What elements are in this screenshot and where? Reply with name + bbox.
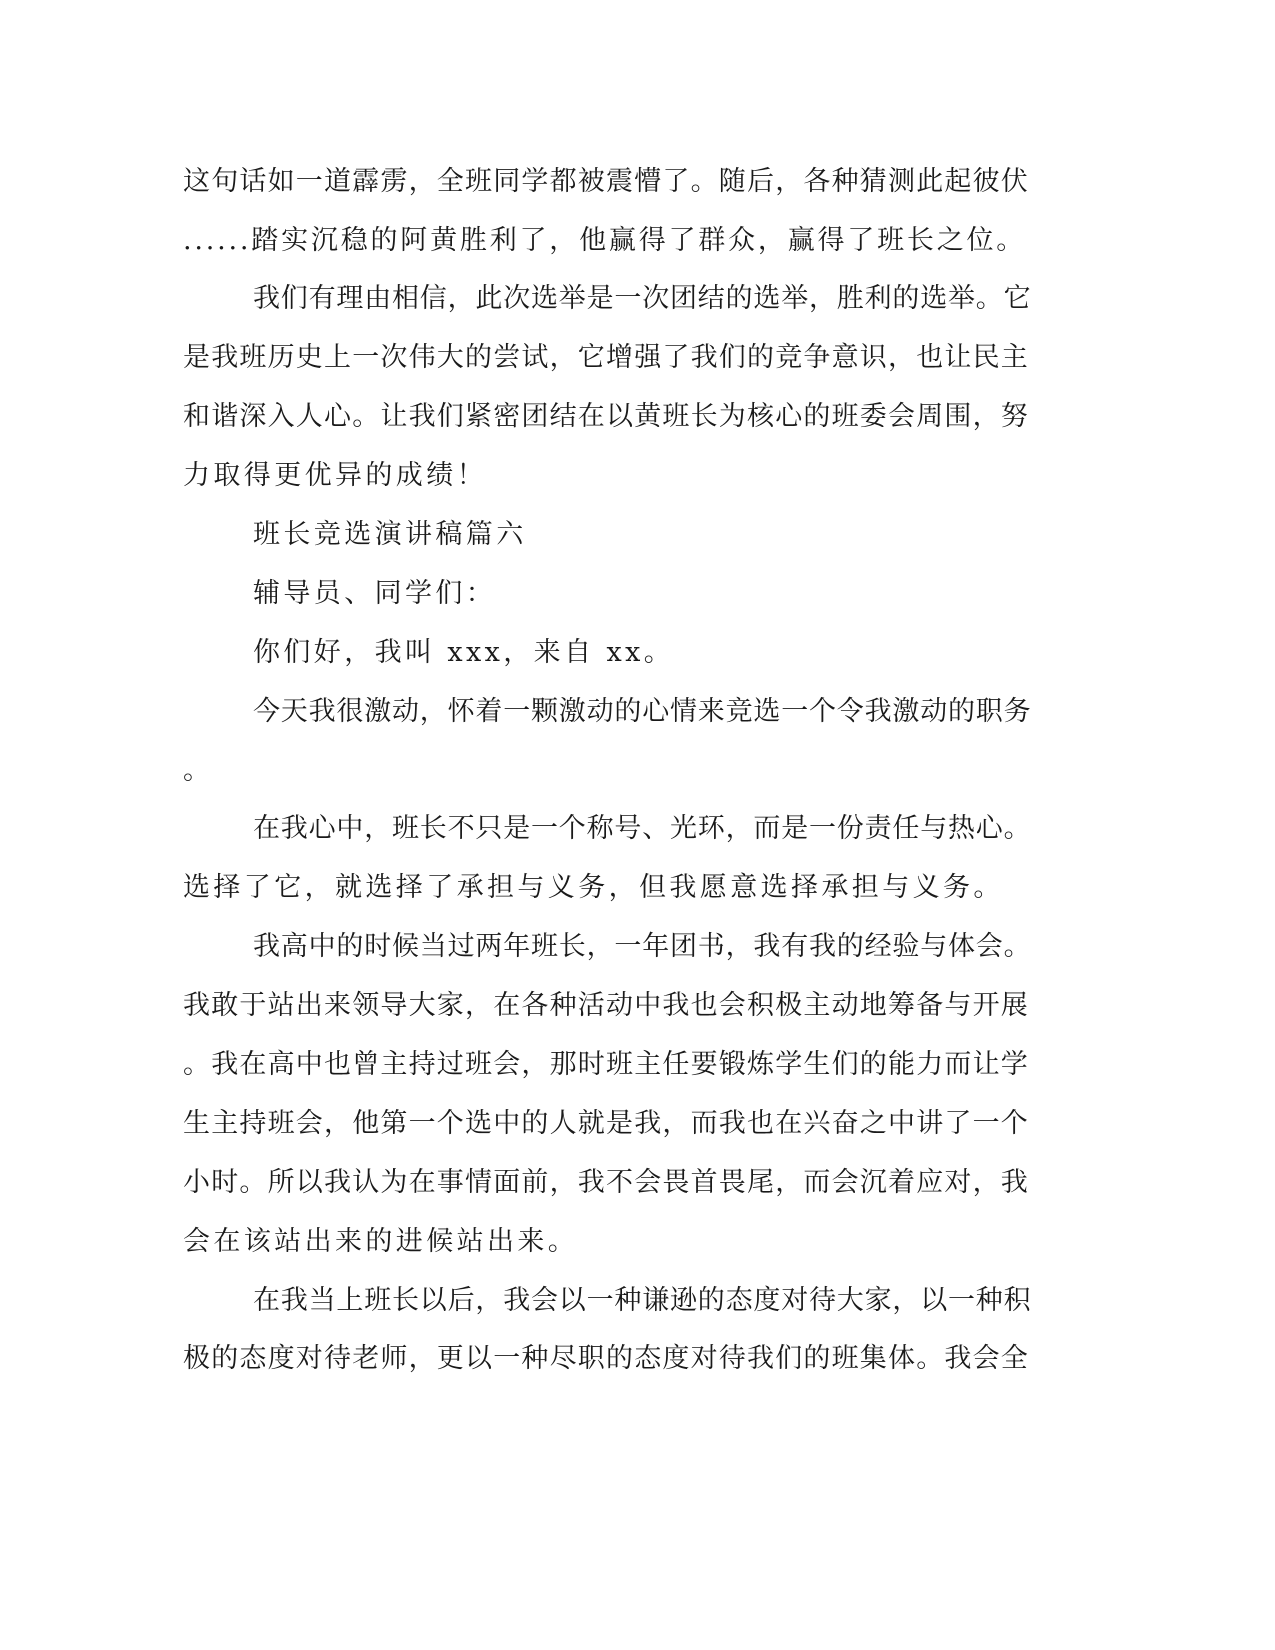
text-line: 这句话如一道霹雳，全班同学都被震懵了。随后，各种猜测此起彼伏	[183, 166, 1029, 197]
text-line: 我敢于站出来领导大家，在各种活动中我也会积极主动地筹备与开展	[183, 990, 1029, 1021]
text-line: 是我班历史上一次伟大的尝试，它增强了我们的竞争意识，也让民主	[183, 342, 1029, 373]
text-line: 你们好，我叫 xxx，来自 xx。	[253, 637, 675, 668]
text-line: 和谐深入人心。让我们紧密团结在以黄班长为核心的班委会周围，努	[183, 401, 1029, 432]
text-line: ......踏实沉稳的阿黄胜利了，他赢得了群众，赢得了班长之位。	[183, 225, 1027, 256]
text-line: 今天我很激动，怀着一颗激动的心情来竞选一个令我激动的职务	[253, 696, 1032, 727]
text-line: 会在该站出来的进候站出来。	[183, 1226, 579, 1257]
text-line: 选择了它，就选择了承担与义务，但我愿意选择承担与义务。	[183, 872, 1004, 903]
text-line: 我们有理由相信，此次选举是一次团结的选举，胜利的选举。它	[253, 283, 1032, 314]
section-heading: 班长竞选演讲稿篇六	[253, 519, 527, 550]
text-line: 。	[183, 755, 214, 786]
text-line: 辅导员、同学们：	[253, 578, 497, 609]
text-line: 在我当上班长以后，我会以一种谦逊的态度对待大家，以一种积	[253, 1285, 1032, 1316]
text-line: 力取得更优异的成绩！	[183, 460, 487, 491]
text-line: 生主持班会，他第一个选中的人就是我，而我也在兴奋之中讲了一个	[183, 1108, 1029, 1139]
text-line: 我高中的时候当过两年班长，一年团书，我有我的经验与体会。	[253, 931, 1032, 962]
text-line: 。我在高中也曾主持过班会，那时班主任要锻炼学生们的能力而让学	[183, 1049, 1029, 1080]
text-line: 在我心中，班长不只是一个称号、光环，而是一份责任与热心。	[253, 813, 1032, 844]
text-line: 小时。所以我认为在事情面前，我不会畏首畏尾，而会沉着应对，我	[183, 1167, 1029, 1198]
text-line: 极的态度对待老师，更以一种尽职的态度对待我们的班集体。我会全	[183, 1343, 1029, 1374]
